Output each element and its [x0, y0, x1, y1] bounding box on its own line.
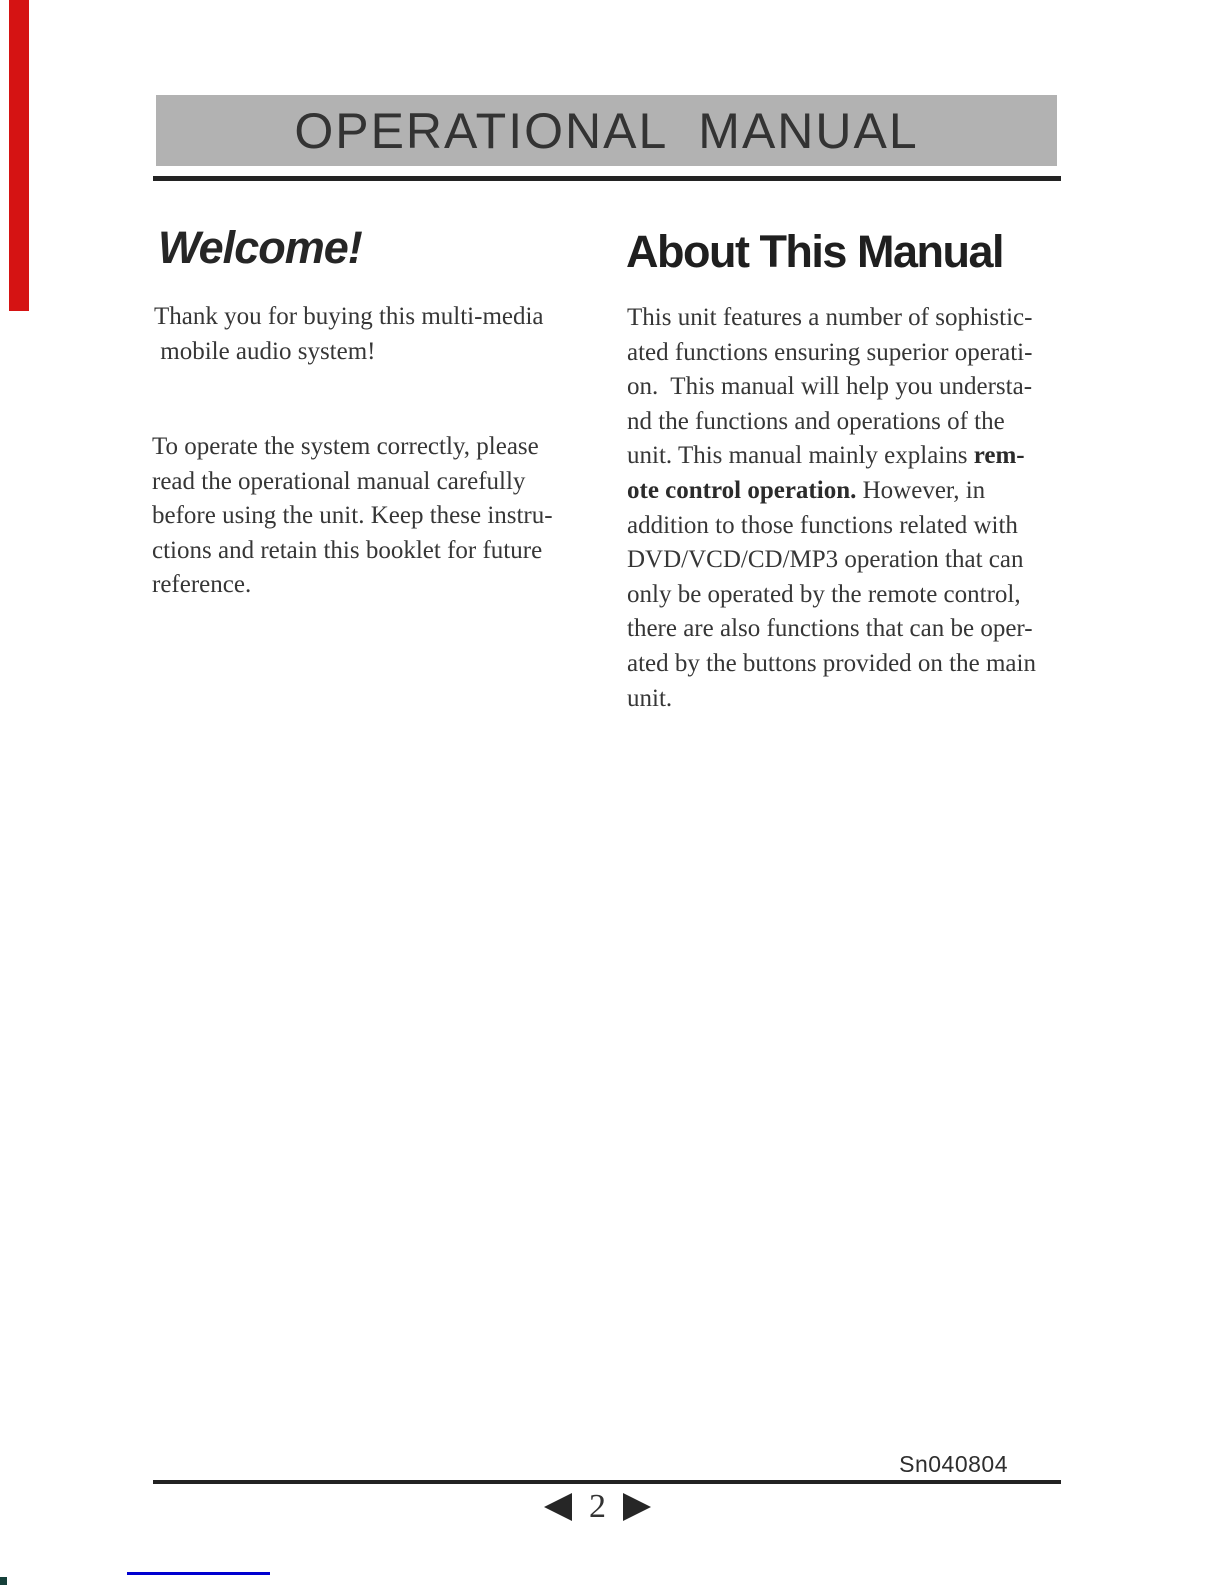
next-page-icon[interactable] — [623, 1493, 651, 1521]
manual-title-banner — [156, 95, 1057, 166]
text-line: unit. — [627, 684, 673, 712]
page-number: 2 — [589, 1488, 606, 1525]
text-line: This unit features a number of sophistic- — [627, 304, 1033, 331]
text-line: Thank you for buying this multi-media — [154, 303, 544, 330]
text-line: ated functions ensuring superior operati- — [627, 338, 1033, 366]
text-line: ote control operation. However, in — [627, 476, 986, 504]
text-line: To operate the system correctly, please — [152, 433, 539, 460]
about-paragraph — [627, 301, 1072, 716]
text-line: nd the functions and operations of the — [627, 407, 1005, 435]
text-line: addition to those functions related with — [627, 511, 1018, 539]
hyperlink-underline[interactable] — [127, 1572, 270, 1575]
text-line: ctions and retain this booklet for future — [152, 536, 543, 564]
text-line: only be operated by the remote control, — [627, 580, 1021, 608]
text-line: ated by the buttons provided on the main — [627, 649, 1036, 677]
corner-artifact-mark — [0, 1577, 7, 1585]
welcome-intro-paragraph — [154, 300, 599, 369]
text-line: DVD/VCD/CD/MP3 operation that can — [627, 546, 1024, 574]
header-rule — [153, 176, 1061, 181]
footer-rule — [153, 1480, 1061, 1484]
text-line: mobile audio system! — [154, 337, 376, 365]
about-heading: About This Manual — [626, 226, 1003, 277]
text-line: read the operational manual carefully — [152, 467, 526, 495]
welcome-heading: Welcome! — [158, 222, 362, 273]
document-code: Sn040804 — [899, 1451, 1008, 1477]
red-ribbon-mark — [9, 0, 29, 311]
text-line: reference. — [152, 571, 252, 598]
text-line: unit. This manual mainly explains rem- — [627, 442, 1025, 470]
page-navigation — [544, 1490, 651, 1524]
page-title: OPERATIONAL MANUAL — [294, 102, 919, 159]
text-line: there are also functions that can be oper- — [627, 615, 1033, 643]
prev-page-icon[interactable] — [544, 1493, 572, 1521]
text-line: on. This manual will help you understa- — [627, 373, 1033, 401]
text-line: before using the unit. Keep these instru- — [152, 502, 553, 529]
welcome-instructions-paragraph — [152, 430, 597, 603]
